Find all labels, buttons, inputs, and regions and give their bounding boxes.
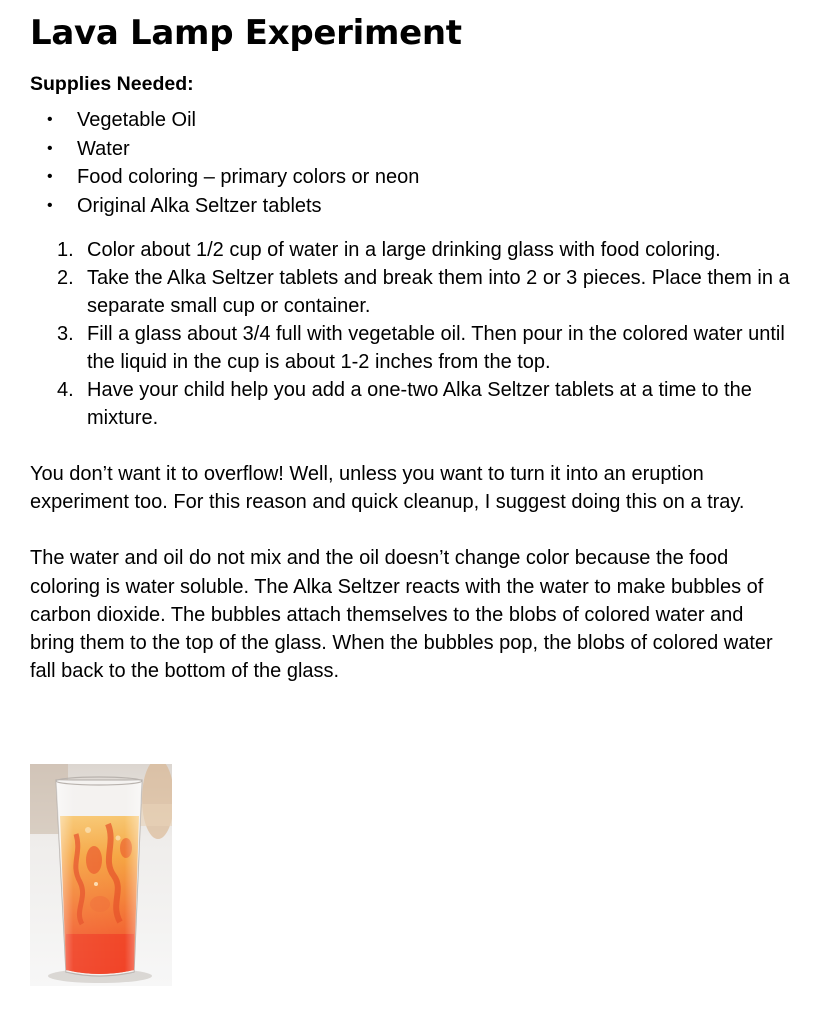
supply-text: Original Alka Seltzer tablets (77, 194, 322, 217)
document-page (30, 12, 800, 713)
list-item (30, 320, 800, 376)
step-number: 4. (57, 379, 74, 401)
list-item (30, 192, 800, 221)
bullet-icon: • (47, 168, 53, 185)
supplies-list (30, 106, 800, 220)
supply-text: Vegetable Oil (77, 109, 196, 131)
list-item (30, 236, 800, 264)
supplies-heading: Supplies Needed: (30, 73, 194, 95)
step-text: Fill a glass about 3/4 full with vegetable oil. Then pour in the colored water until the liquid in the cup is about 1-2 inches from the top. (87, 323, 785, 373)
list-item (30, 135, 800, 164)
step-text: Have your child help you add a one-two Alka Seltzer tablets at a time to the mixture. (87, 379, 752, 429)
list-item (30, 163, 800, 192)
step-text: Take the Alka Seltzer tablets and break them into 2 or 3 pieces. Place them in a separate small cup or container. (87, 267, 790, 317)
lava-lamp-photo (30, 764, 172, 986)
supply-text: Water (77, 137, 130, 160)
page-title: Lava Lamp Experiment (30, 13, 462, 53)
list-item (30, 106, 800, 135)
bullet-icon: • (47, 111, 53, 128)
bullet-icon: • (47, 139, 53, 157)
step-number: 3. (57, 323, 74, 345)
lava-lamp-glass-illustration (30, 764, 172, 986)
overflow-paragraph: You don’t want it to overflow! Well, unless you want to turn it into an eruption experiment too. For this reason and quick cleanup, I suggest doing this on a tray. (30, 463, 745, 514)
supply-text: Food coloring – primary colors or neon (77, 166, 420, 188)
list-item (30, 264, 800, 320)
bullet-icon: • (47, 196, 53, 214)
step-text: Color about 1/2 cup of water in a large drinking glass with food coloring. (87, 239, 721, 261)
step-number: 2. (57, 267, 74, 289)
step-number: 1. (57, 239, 74, 261)
list-item (30, 376, 800, 432)
steps-list (30, 236, 800, 432)
explanation-paragraph: The water and oil do not mix and the oil doesn’t change color because the food coloring is water soluble. The Alka Seltzer reacts with the water to make bubbles of carbon dioxide. The bubbles attach themselves to the blobs of colored water and bring them to the top of the glass. When the bubbles pop, the blobs of colored water fall back to the bottom of the glass. (30, 547, 773, 683)
